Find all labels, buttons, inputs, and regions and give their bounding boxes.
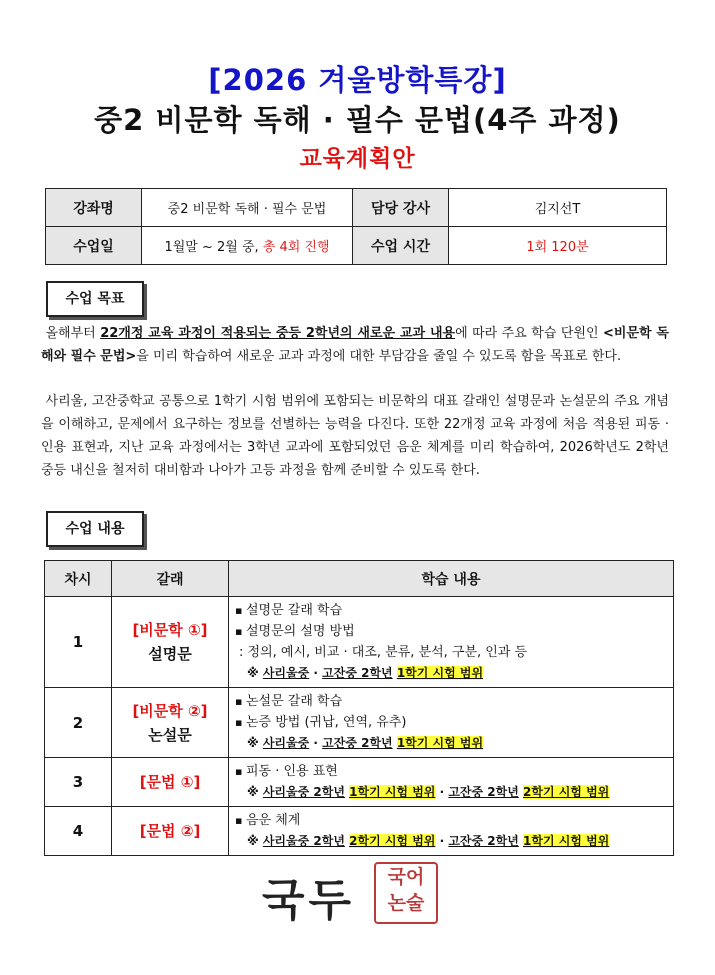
note-school: 고잔중 2학년 <box>322 666 393 680</box>
content-detail: : 정의, 예시, 비교 · 대조, 분류, 분석, 구분, 인과 등 <box>239 645 528 660</box>
days-value-text: 1월말 ~ 2월 중, <box>164 240 263 255</box>
content-item: ▪ 음운 체계 <box>235 810 673 831</box>
seal-line-2: 논술 <box>387 892 425 914</box>
teacher-label: 담당 강사 <box>353 189 449 227</box>
goals-section-title: 수업 목표 <box>46 281 144 317</box>
p1-text-d: <비문학 독해와 필수 문법> <box>41 326 669 364</box>
category-tag: [문법 ①] <box>139 773 201 791</box>
note-scope: 1학기 시험 범위 <box>349 785 436 799</box>
logo-seal <box>374 862 438 924</box>
category <box>112 758 229 807</box>
category <box>112 688 229 758</box>
title-line-1: [2026 겨울방학특강] <box>208 63 507 97</box>
exam-scope-note <box>235 733 673 754</box>
note-scope: 2학기 시험 범위 <box>523 785 610 799</box>
note-scope: 2학기 시험 범위 <box>349 834 436 848</box>
exam-scope-note <box>235 782 673 803</box>
note-mark: ※ <box>247 834 263 848</box>
course-info-table <box>45 188 667 265</box>
session-number: 3 <box>45 758 112 807</box>
category <box>112 807 229 856</box>
category-name: 논설문 <box>148 725 192 744</box>
days-value <box>142 227 353 265</box>
note-school: 사리울중 2학년 <box>262 834 345 848</box>
lesson-content <box>229 597 674 688</box>
exam-scope-note <box>235 663 673 684</box>
title-line-2: 중2 비문학 독해 · 필수 문법(4주 과정) <box>94 103 621 137</box>
teacher-value: 김지선T <box>449 189 667 227</box>
category <box>112 597 229 688</box>
note-sep: · <box>309 666 323 680</box>
time-label: 수업 시간 <box>353 227 449 265</box>
session-number: 2 <box>45 688 112 758</box>
note-mark: ※ <box>247 785 263 799</box>
p1-text-c: 에 따라 주요 학습 단원인 <box>455 326 603 341</box>
note-school: 고잔중 2학년 <box>448 834 519 848</box>
col-content: 학습 내용 <box>229 561 674 597</box>
table-row <box>45 688 674 758</box>
category-tag: [문법 ②] <box>139 822 201 840</box>
p1-text-e: 을 미리 학습하여 새로운 교과 과정에 대한 부담감을 줄일 수 있도록 함을 목표로 한다. <box>136 349 622 364</box>
lesson-content <box>229 807 674 856</box>
academy-logo <box>262 862 442 926</box>
category-tag: [비문학 ①] <box>132 621 208 639</box>
content-item: ▪ 피동 · 인용 표현 <box>235 761 673 782</box>
course-value: 중2 비문학 독해 · 필수 문법 <box>142 189 353 227</box>
category-name: 설명문 <box>148 645 192 663</box>
note-sep: · <box>309 736 323 750</box>
table-row <box>45 597 674 688</box>
goals-paragraph-2 <box>41 390 669 482</box>
contents-section-title: 수업 내용 <box>46 511 144 547</box>
note-school: 고잔중 2학년 <box>322 736 393 750</box>
lesson-content <box>229 758 674 807</box>
goals-paragraph-1 <box>41 322 669 368</box>
note-sep: · <box>435 834 449 848</box>
logo-text: 국두 <box>262 875 356 926</box>
p2-text: 사리울, 고잔중학교 공통으로 1학기 시험 범위에 포함되는 비문학의 대표 갈래인 설명문과 논설문의 주요 개념을 이해하고, 문제에서 요구하는 정보를 선별하는 능력을 다진다. 또한 22개정 교육 과정에 처음 적용된 피동 · 인용 표현과, 지난 교육 과정에서는 3학년 교과에 포함되었던 음운 체계를 미리 학습하여, 2026학년도 2학년 중등 내신을 철저히 대비함과 나아가 고등 과정을 함께 준비할 수 있도록 한다. <box>41 394 669 478</box>
note-scope: 1학기 시험 범위 <box>523 834 610 848</box>
days-value-highlight: 총 4회 진행 <box>262 240 330 255</box>
content-item: ▪ 설명문 갈래 학습 <box>235 600 673 621</box>
content-item: ▪ 논증 방법 (귀납, 연역, 유추) <box>235 712 673 733</box>
table-row <box>45 758 674 807</box>
content-item: ▪ 논설문 갈래 학습 <box>235 691 673 712</box>
note-school: 사리울중 2학년 <box>262 785 345 799</box>
note-mark: ※ <box>247 736 263 750</box>
note-mark: ※ <box>247 666 263 680</box>
note-school: 사리울중 <box>262 736 310 750</box>
time-value: 1회 120분 <box>449 227 667 265</box>
note-scope: 1학기 시험 범위 <box>396 666 484 680</box>
note-school: 고잔중 2학년 <box>448 785 519 799</box>
session-number: 4 <box>45 807 112 856</box>
lesson-content <box>229 688 674 758</box>
exam-scope-note <box>235 831 673 852</box>
course-label: 강좌명 <box>46 189 142 227</box>
col-category: 갈래 <box>112 561 229 597</box>
category-tag: [비문학 ②] <box>132 701 208 720</box>
lesson-plan-table <box>44 560 674 856</box>
col-session: 차시 <box>45 561 112 597</box>
p1-text-b: 22개정 교육 과정이 적용되는 중등 2학년의 새로운 교과 내용 <box>100 326 456 341</box>
seal-line-1: 국어 <box>387 866 425 888</box>
table-row <box>45 807 674 856</box>
p1-text-a: 올해부터 <box>45 326 101 341</box>
title-line-3: 교육계획안 <box>299 146 416 172</box>
note-scope: 1학기 시험 범위 <box>396 736 484 750</box>
session-number: 1 <box>45 597 112 688</box>
days-label: 수업일 <box>46 227 142 265</box>
content-item: ▪ 설명문의 설명 방법 <box>235 621 673 642</box>
note-school: 사리울중 <box>262 666 310 680</box>
note-sep: · <box>435 785 449 799</box>
